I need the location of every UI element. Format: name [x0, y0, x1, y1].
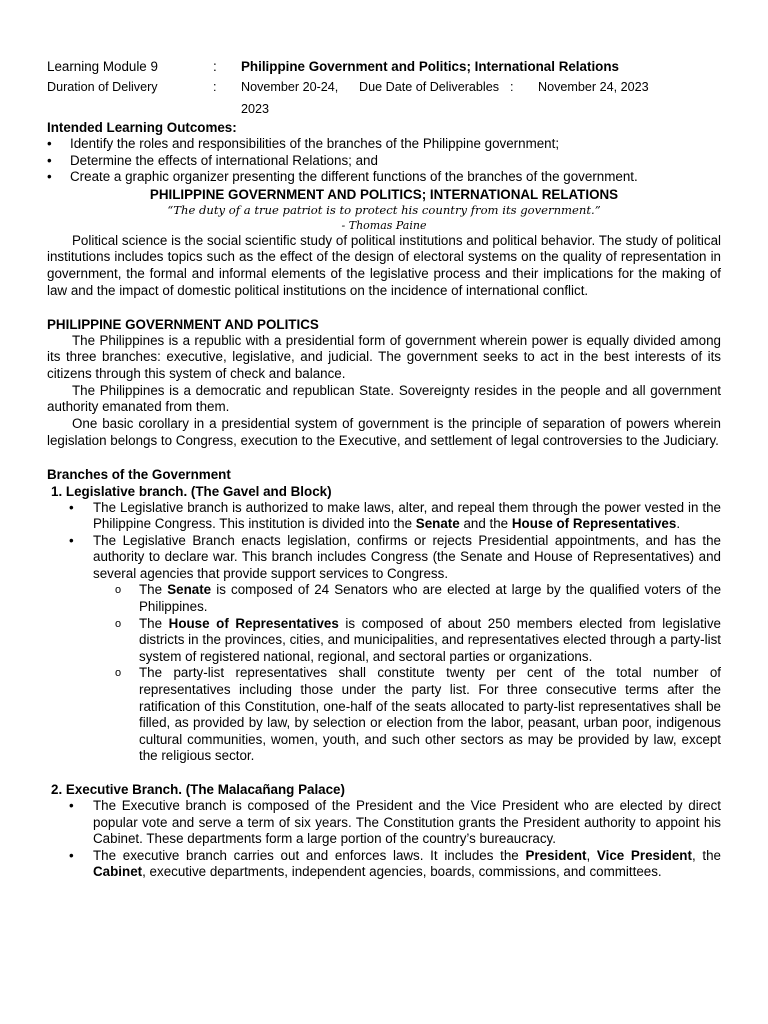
outcome-item: • Create a graphic organizer presenting the different functions of the branches of the government.: [47, 169, 721, 186]
duration-colon: :: [213, 80, 217, 94]
duration-value: November 20-24, 2023: [241, 80, 339, 116]
executive-bullet-2: • The executive branch carries out and enforces laws. It includes the President, Vice President, the Cabinet, executive departments, independent agencies, boards, commissions, and committees.: [47, 848, 721, 881]
executive-bullet-1: • The Executive branch is composed of the President and the Vice President who are elected by direct popular vote and serve a term of six years. The Constitution grants the President authority to appoint his Cabinet. These departments form a large portion of the country’s bureaucracy.: [47, 798, 721, 848]
outcome-item: • Identify the roles and responsibilities of the branches of the Philippine government;: [47, 136, 721, 153]
legislative-sublist: [93, 582, 721, 765]
due-date-value: November 24, 2023: [538, 80, 649, 94]
outcomes-list: [47, 136, 721, 186]
executive-heading: 2. Executive Branch. (The Malacañang Palace): [51, 782, 345, 798]
quote: “The duty of a true patriot is to protect his country from its government.”: [167, 202, 601, 217]
due-date-label: Due Date of Deliverables: [359, 80, 500, 94]
quote-author: - Thomas Paine: [341, 218, 427, 232]
outcome-item: • Determine the effects of international Relations; and: [47, 153, 721, 170]
executive-list: [47, 798, 721, 881]
duration-header-row: [47, 76, 721, 120]
document-page: [47, 57, 721, 881]
gov-paragraph-2: The Philippines is a democratic and republican State. Sovereignty resides in the people and all government authority emanated from them.: [47, 382, 721, 415]
legislative-heading: 1. Legislative branch. (The Gavel and Block): [51, 483, 332, 499]
legislative-bullet-1: • The Legislative branch is authorized to make laws, alter, and repeal them through the power vested in the Philippine Congress. This institution is divided into the Senate and the House of Representatives.: [47, 500, 721, 533]
module-colon: :: [213, 59, 217, 74]
party-list-subitem: o The party-list representatives shall constitute twenty per cent of the total number of representatives including those under the party list. For three consecutive terms after the ratification of this Constitution, one-half of the seats allocated to party-list representatives shall be filled, as provided by law, by selection or election from the labor, peasant, urban poor, indigenous cultural communities, women, youth, and such other sectors as may be provided by law, except the religious sector.: [93, 665, 721, 765]
house-subitem: o The House of Representatives is composed of about 250 members elected from legislative districts in the provinces, cities, and municipalities, and representatives elected through a party-list system of registered national, regional, and sectoral parties or organizations.: [93, 616, 721, 666]
branches-title: Branches of the Government: [47, 466, 231, 482]
module-title: Philippine Government and Politics; International Relations: [241, 59, 619, 74]
due-date-colon: :: [510, 80, 514, 94]
legislative-list: [47, 500, 721, 766]
module-label: Learning Module 9: [47, 59, 158, 74]
legislative-bullet-2: • The Legislative Branch enacts legislation, confirms or rejects Presidential appointments, and has the authority to declare war. This branch includes Congress (the Senate and House of Representatives) and several agencies that provide support services to Congress. o The Senate is composed of 24 Senators who are elected at large by the qualified voters of the Philippines. o The House of Representatives is composed of about 250 members elected from legislative districts in the provinces, cities, and municipalities, and representatives elected through a party-list system of registered national, regional, and sectoral parties or organizations. o The party-list representatives shall constitute twenty per cent of the total number of representatives including those under the party list. For three consecutive terms after the ratification of this Constitution, one-half of the seats allocated to party-list representatives shall be filled, as provided by law, by selection or election from the labor, peasant, urban poor, indigenous cultural communities, women, youth, and such other sectors as may be provided by law, except the religious sector.: [47, 533, 721, 765]
intro-paragraph: Political science is the social scientific study of political institutions and political behavior. The study of political institutions includes topics such as the effect of the design of electoral systems on the quality of representation in government, the formal and informal elements of the legislative process and their implications for the making of law and the impact of domestic political institutions on the incidence of international conflict.: [47, 232, 721, 298]
main-title: PHILIPPINE GOVERNMENT AND POLITICS; INTERNATIONAL RELATIONS: [149, 186, 619, 202]
gov-paragraph-3: One basic corollary in a presidential system of government is the principle of separation of powers wherein legislation belongs to Congress, execution to the Executive, and settlement of legal controversies to the Judiciary.: [47, 416, 721, 448]
gov-paragraph-1: The Philippines is a republic with a presidential form of government wherein power is equally divided among its three branches: executive, legislative, and judicial. The government seeks to act in the best interests of its citizens through this system of check and balance.: [47, 332, 721, 381]
outcomes-title: Intended Learning Outcomes:: [47, 120, 237, 135]
module-header-row: [47, 57, 721, 76]
senate-subitem: o The Senate is composed of 24 Senators who are elected at large by the qualified voters of the Philippines.: [93, 582, 721, 615]
section-title-government: PHILIPPINE GOVERNMENT AND POLITICS: [47, 316, 319, 332]
duration-label: Duration of Delivery: [47, 80, 158, 94]
